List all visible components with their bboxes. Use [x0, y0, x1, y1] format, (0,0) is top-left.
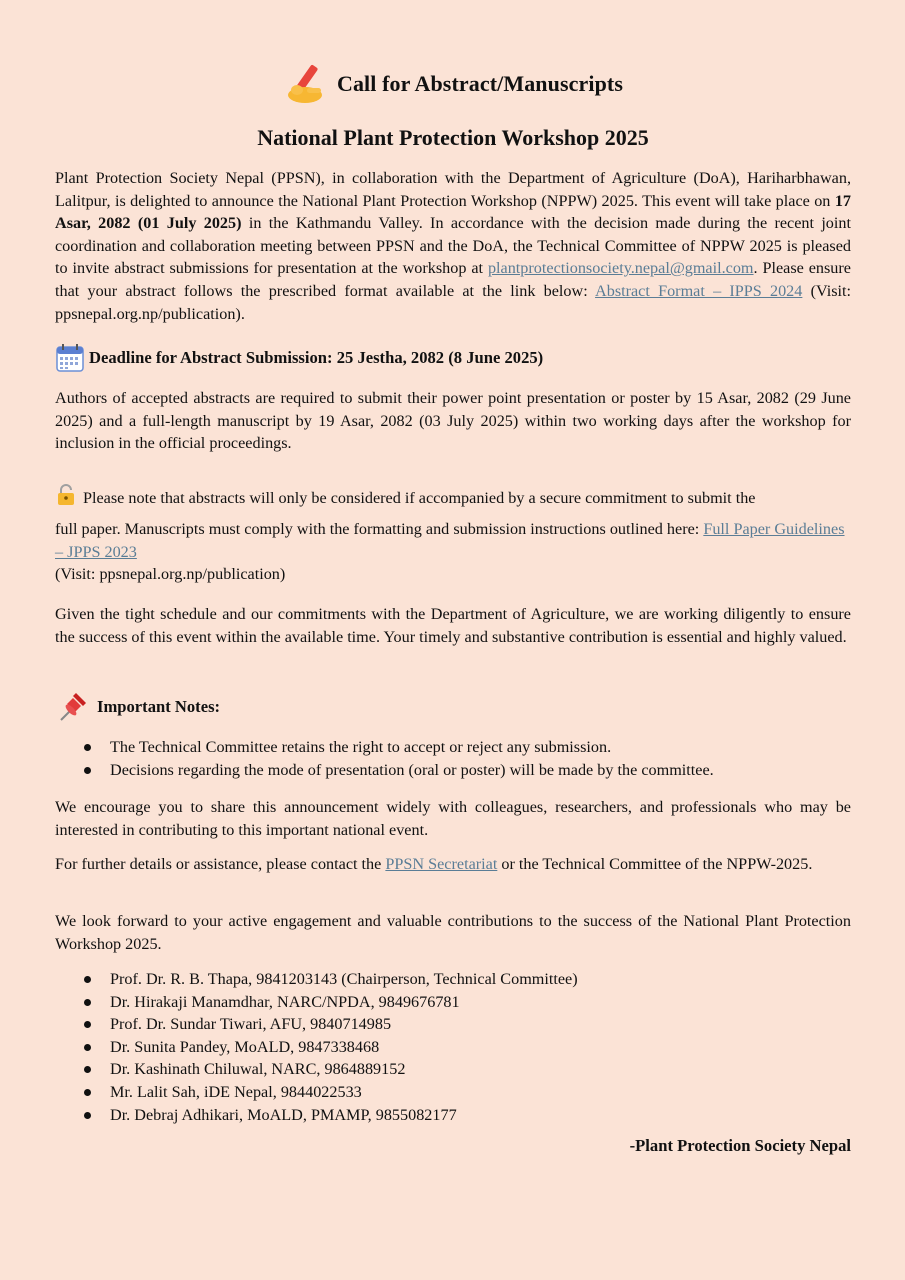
deadline-text: Deadline for Abstract Submission: 25 Jestha, 2082 (8 June 2025) [89, 348, 544, 367]
list-item: Dr. Debraj Adhikari, MoALD, PMAMP, 9855082177 [55, 1104, 851, 1127]
list-item: The Technical Committee retains the right to accept or reject any submission. [55, 736, 851, 759]
list-item: Prof. Dr. R. B. Thapa, 9841203143 (Chairperson, Technical Committee) [55, 968, 851, 991]
share-paragraph: We encourage you to share this announcement widely with colleagues, researchers, and professionals who may be interested in contributing to this important national event. [55, 798, 851, 839]
contact-text: For further details or assistance, please contact the [55, 855, 386, 873]
event-date: 17 Asar, 2082 (01 July 2025) [55, 191, 851, 233]
contact-paragraph [55, 853, 851, 876]
lock-icon [55, 484, 77, 506]
closing-paragraph: We look forward to your active engagement and valuable contributions to the success of the National Plant Protection Workshop 2025. [55, 912, 851, 953]
intro-text-4: (Visit: ppsnepal.org.np/publication). [55, 281, 851, 323]
important-notes-label: Important Notes: [97, 697, 221, 716]
note-line [55, 484, 851, 508]
title-row [55, 62, 851, 106]
main-title: Call for Abstract/Manuscripts [336, 71, 624, 96]
intro-text: Plant Protection Society Nepal (PPSN), in collaboration with the Department of Agriculture (DoA), Hariharbhawan, Lalitpur, is delighted to announce the National Plant Protection Workshop (NPPW) 2025. This event will take place on [55, 169, 851, 210]
guidelines-paragraph [55, 518, 851, 586]
intro-text-2: in the Kathmandu Valley. In accordance with the decision made during the recent joint coordination and collaboration meeting between PPSN and the DoA, the Technical Committee of NPPW 2025 is pleased to invite abstract submissions for presentation at the workshop at [55, 214, 851, 278]
deadline-heading [55, 343, 851, 373]
abstract-format-link[interactable]: Abstract Format – IPPS 2024 [595, 281, 803, 300]
intro-text-3: . Please ensure that your abstract follows the prescribed format available at the link below: [55, 259, 851, 300]
contact-text-2: or the Technical Committee of the NPPW-2025. [497, 855, 813, 873]
workshop-title: National Plant Protection Workshop 2025 [257, 125, 649, 150]
guidelines-text: full paper. Manuscripts must comply with the formatting and submission instructions outlined here: [55, 520, 704, 538]
guidelines-visit: (Visit: ppsnepal.org.np/publication) [55, 565, 286, 584]
list-item: Mr. Lalit Sah, iDE Nepal, 9844022533 [55, 1081, 851, 1104]
contacts-list [55, 968, 851, 1126]
ppsn-secretariat-link[interactable]: PPSN Secretariat [385, 855, 498, 873]
important-notes-heading [55, 690, 220, 724]
signature: -Plant Protection Society Nepal [629, 1136, 851, 1155]
email-link[interactable]: plantprotectionsociety.nepal@gmail.com [487, 259, 754, 278]
calendar-icon [55, 343, 85, 373]
list-item: Decisions regarding the mode of presentation (oral or poster) will be made by the committee. [55, 759, 851, 782]
schedule-paragraph: Given the tight schedule and our commitments with the Department of Agriculture, we are working diligently to ensure the success of this event within the available time. Your timely and substantive contribution is essential and highly valued. [55, 605, 851, 646]
intro-paragraph [55, 167, 851, 325]
important-notes-list [55, 736, 851, 781]
list-item: Prof. Dr. Sundar Tiwari, AFU, 9840714985 [55, 1013, 851, 1036]
note-text-1: Please note that abstracts will only be considered if accompanied by a secure commitment to submit the [83, 489, 756, 507]
pushpin-icon [55, 690, 89, 724]
list-item: Dr. Sunita Pandey, MoALD, 9847338468 [55, 1036, 851, 1059]
writing-hand-icon [283, 62, 327, 106]
authors-paragraph: Authors of accepted abstracts are required to submit their power point presentation or poster by 15 Asar, 2082 (29 June 2025) and a full-length manuscript by 19 Asar, 2082 (03 July 2025) within two working days after the workshop for inclusion in the official proceedings. [55, 389, 851, 453]
full-paper-guidelines-link[interactable]: Full Paper Guidelines – JPPS 2023 [55, 520, 845, 561]
list-item: Dr. Kashinath Chiluwal, NARC, 9864889152 [55, 1058, 851, 1081]
list-item: Dr. Hirakaji Manamdhar, NARC/NPDA, 9849676781 [55, 991, 851, 1014]
